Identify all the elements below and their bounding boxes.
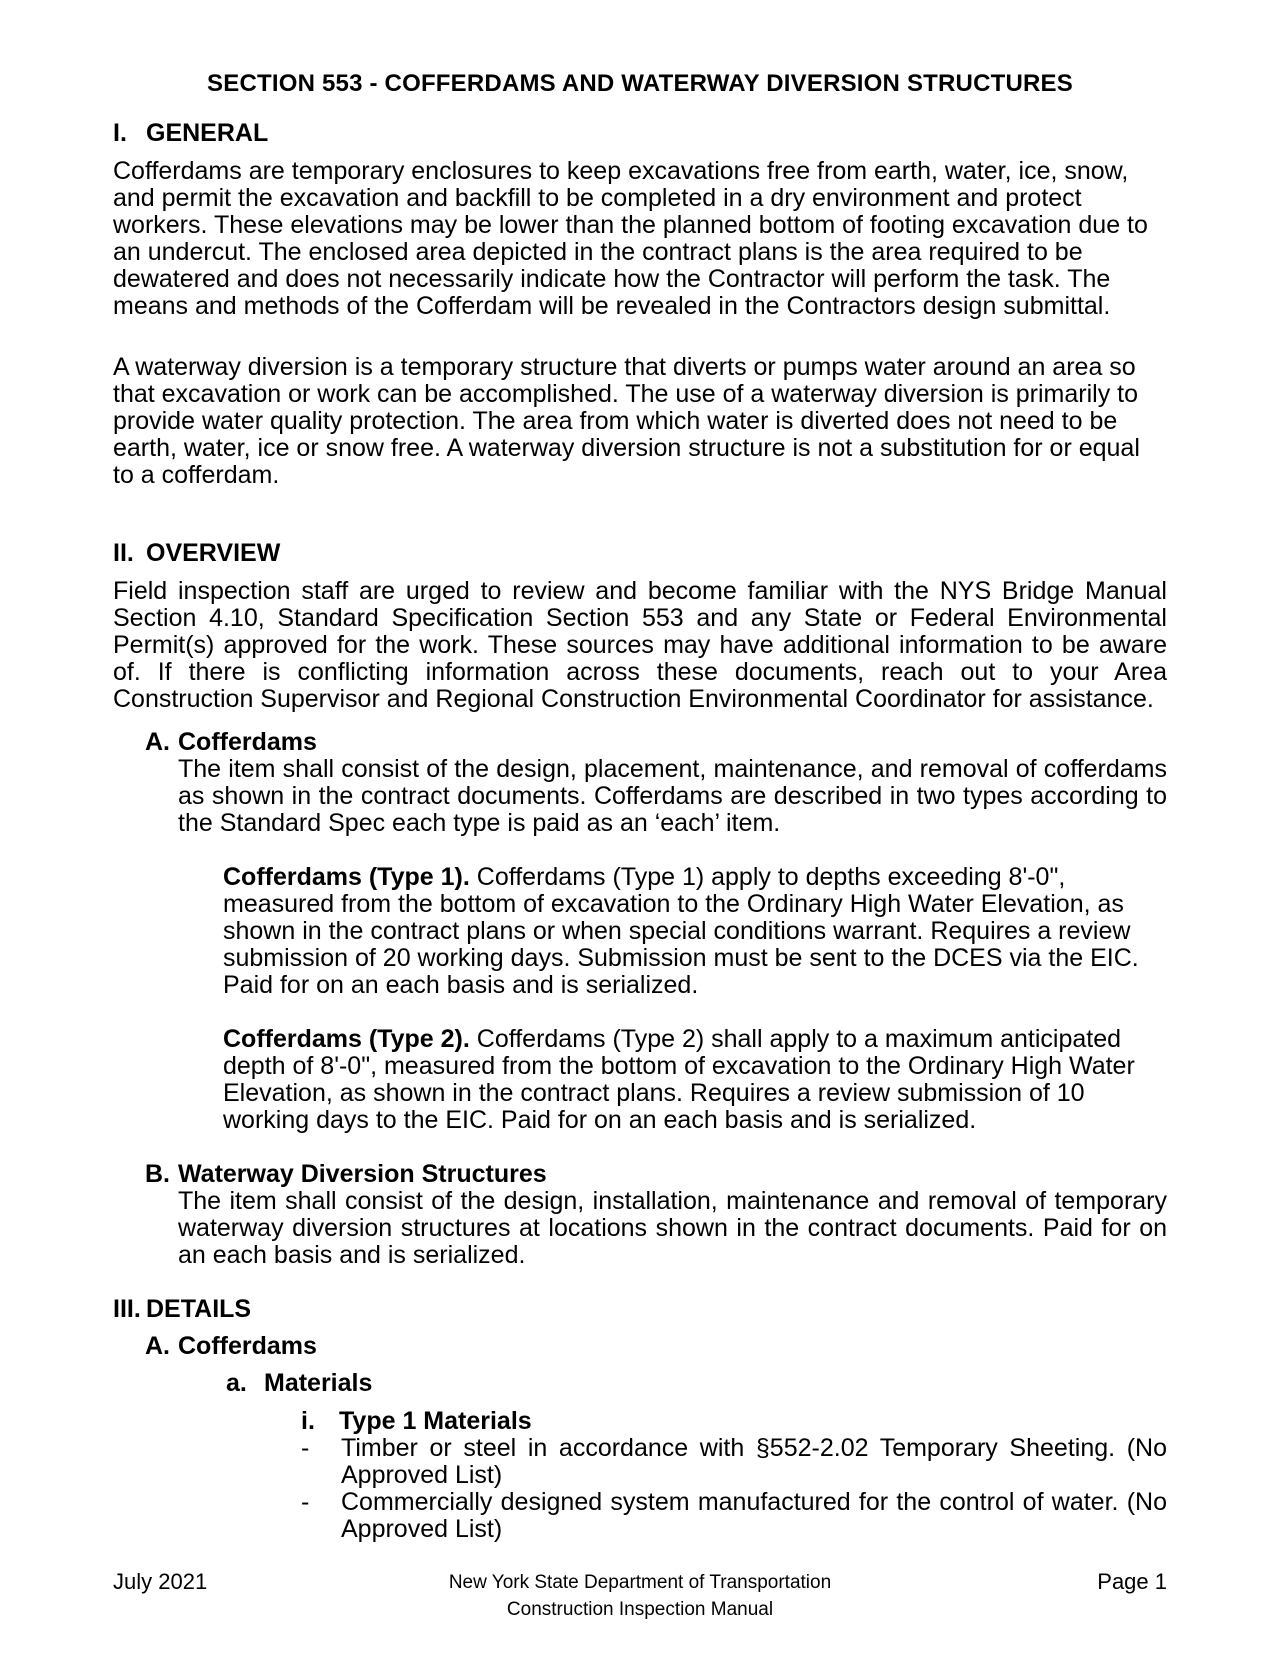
cofferdams-type1-paragraph bbox=[223, 864, 1167, 999]
general-paragraph-2 bbox=[113, 354, 1167, 489]
heading-details-number: III. bbox=[113, 1295, 141, 1323]
heading-details-a-label: Cofferdams bbox=[178, 1332, 317, 1360]
document-title: SECTION 553 - COFFERDAMS AND WATERWAY DIVERSION STRUCTURES bbox=[207, 70, 1073, 97]
heading-details-a-cofferdams bbox=[113, 1333, 1167, 1360]
heading-general-number: I. bbox=[113, 119, 127, 147]
cofferdams-type2-label: Cofferdams (Type 2). bbox=[223, 1025, 470, 1053]
overview-intro-paragraph: Field inspection staff are urged to review and become familiar with the NYS Bridge Manual Section 4.10, Standard Specification Section 553 and any State or Federal Environmental Permit(s) approved for the work. These sources may have additional information to be aware of. If there is conflicting information across these documents, reach out to your Area Construction Supervisor and Regional Construction Environmental Coordinator for assistance. bbox=[113, 577, 1167, 713]
heading-overview-a-number: A. bbox=[145, 728, 170, 756]
cofferdams-type2-paragraph bbox=[223, 1026, 1167, 1134]
materials-bullet-timber bbox=[113, 1435, 1167, 1489]
bullet-dash: - bbox=[301, 1434, 310, 1462]
heading-details-a-number: A. bbox=[145, 1332, 170, 1360]
heading-materials bbox=[113, 1370, 1167, 1397]
heading-materials-label: Materials bbox=[264, 1369, 373, 1397]
heading-general bbox=[113, 120, 1167, 147]
footer-date: July 2021 bbox=[113, 1569, 208, 1594]
heading-general-label: GENERAL bbox=[146, 119, 269, 147]
heading-overview-number: II. bbox=[113, 539, 134, 567]
overview-b-paragraph: The item shall consist of the design, installation, maintenance and removal of temporary waterway diversion structures at locations shown in the contract documents. Paid for on an each basis and is serialized. bbox=[178, 1187, 1167, 1269]
heading-details bbox=[113, 1296, 1167, 1323]
general-paragraph-1: Cofferdams are temporary enclosures to keep excavations free from earth, water, ice, snow, and permit the excavation and backfill to be completed in a dry environment and protect workers. These elevations may be lower than the planned bottom of footing excavation due to an undercut. The enclosed area depicted in the contract plans is the area required to be dewatered and does not necessarily indicate how the Contractor will perform the task. The means and methods of the Cofferdam will be revealed in the Contractors design submittal. bbox=[113, 157, 1148, 320]
bullet-dash: - bbox=[301, 1488, 310, 1516]
heading-overview-a-cofferdams bbox=[113, 729, 1167, 756]
page-footer bbox=[113, 1568, 1167, 1623]
heading-type1-materials bbox=[113, 1408, 1167, 1435]
footer-page-number: Page 1 bbox=[1097, 1569, 1167, 1594]
heading-overview bbox=[113, 540, 1167, 567]
general-paragraph-2-rest: that excavation or work can be accomplished. The use of a waterway diversion is primarily to provide water quality protection. The area from which water is diverted does not need to be earth, water, ice or snow free. A waterway diversion structure is not a substitution for or equal to a cofferdam. bbox=[113, 380, 1140, 489]
general-paragraph-2-line1: A waterway diversion is a temporary structure that diverts or pumps water around an area so bbox=[113, 353, 1136, 381]
heading-overview-a-label: Cofferdams bbox=[178, 728, 317, 756]
heading-type1-materials-number: i. bbox=[301, 1407, 315, 1435]
heading-overview-label: OVERVIEW bbox=[146, 539, 281, 567]
cofferdams-type1-body: Cofferdams (Type 1) apply to depths exceeding 8'-0", measured from the bottom of excavation to the Ordinary High Water Elevation, as shown in the contract plans or when special conditions warrant. Requires a review submission of 20 working days. Submission must be sent to the DCES via the EIC. Paid for on an each basis and is serialized. bbox=[223, 863, 1139, 999]
footer-org-line1: New York State Department of Transportation bbox=[448, 1572, 832, 1593]
cofferdams-type2-body: Cofferdams (Type 2) shall apply to a maximum anticipated depth of 8'-0", measured from the bottom of excavation to the Ordinary High Water Elevation, as shown in the contract plans. Requires a review submission of 10 working days to the EIC. Paid for on an each basis and is serialized. bbox=[223, 1025, 1135, 1134]
materials-bullet-commercial-text: Commercially designed system manufactured for the control of water. (No Approved List) bbox=[341, 1488, 1167, 1543]
cofferdams-type1-label: Cofferdams (Type 1). bbox=[223, 863, 470, 891]
footer-org-line2: Construction Inspection Manual bbox=[506, 1599, 774, 1620]
overview-a-paragraph: The item shall consist of the design, placement, maintenance, and removal of cofferdams as shown in the contract documents. Cofferdams are described in two types according to the Standard Spec each type is paid as an ‘each’ item. bbox=[178, 755, 1167, 837]
heading-overview-b-waterway bbox=[113, 1161, 1167, 1188]
heading-details-label: DETAILS bbox=[146, 1295, 252, 1323]
heading-overview-b-number: B. bbox=[145, 1160, 170, 1188]
materials-bullet-commercial bbox=[113, 1489, 1167, 1543]
heading-type1-materials-label: Type 1 Materials bbox=[339, 1407, 532, 1435]
heading-overview-b-label: Waterway Diversion Structures bbox=[178, 1160, 547, 1188]
materials-bullet-timber-text: Timber or steel in accordance with §552-2.02 Temporary Sheeting. (No Approved List) bbox=[341, 1434, 1167, 1489]
heading-materials-number: a. bbox=[226, 1369, 247, 1397]
footer-organization bbox=[113, 1568, 1167, 1623]
